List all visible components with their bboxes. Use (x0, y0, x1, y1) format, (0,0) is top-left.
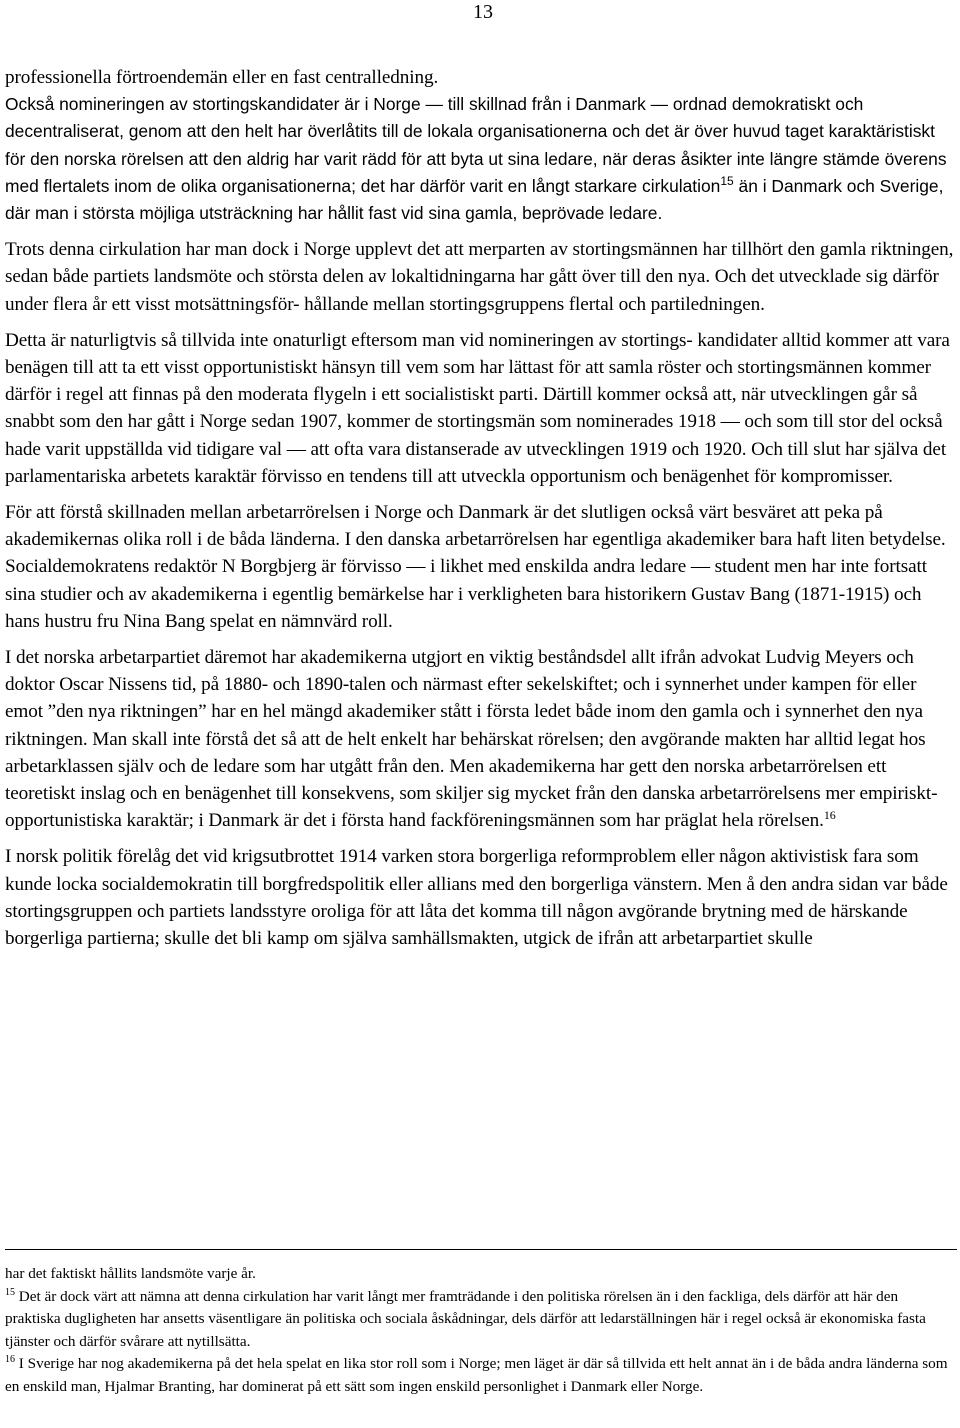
footnote-15 (5, 1286, 957, 1354)
paragraph-text: än i Danmark och Sverige, där man i största möjliga utsträckning har hållit fast vid sina gamla, beprövade ledare. (5, 175, 944, 224)
footnote-number: 15 (5, 1286, 15, 1298)
footnote-continued: har det faktiskt hållits landsmöte varje år. (5, 1265, 256, 1282)
paragraph-nomination (5, 91, 957, 227)
footnote-text: I Sverige har nog akademikerna på det hela spelat en lika stor roll som i Norge; men läget är där så tillvida ett helt annat än i de båda andra länderna som en enskild man, Hjalmar Branting, har dominerat på ett sätt som ingen enskild personlighet i Danmark eller Norge. (5, 1355, 948, 1395)
paragraph-circulation: Trots denna cirkulation har man dock i Norge upplevt det att merparten av stortingsmännen har tillhört den gamla riktningen, sedan både partiets landsmöte och största delen av lokaltidningarna har gått över till den nya. Och det utvecklade sig därför under flera år ett visst motsättningsför- hållande mellan stortingsgruppens flertal och partiledningen. (5, 239, 954, 315)
footnote-divider (5, 1249, 957, 1250)
paragraph-text: I det norska arbetarpartiet däremot har akademikerna utgjort en viktig beståndsdel allt ifrån advokat Ludvig Meyers och doktor Oscar Nissens tid, på 1880- och 1890-talen och närmast efter sekelskiftet; och i synnerhet under kampen för eller emot ”den nya riktningen” har en hel mängd akademiker stått i första ledet både inom den gamla och i synnerhet den nya riktningen. Man skall inte förstå det så att de helt enkelt har behärskat rörelsen; den avgörande makten har alltid legat hos arbetarklassen själv och de ledare som har utgått från den. Men akademikerna har gett den norska arbetarrörelsen ett teoretiskt inslag och en benägenhet till konsekvens, som skiljer sig mycket från den danska arbetarrörelsens mer empiriskt- opportunistiska karaktär; i Danmark är det i första hand fackföreningsmännen som har präglat hela rörelsen. (5, 647, 938, 832)
footnote-number: 16 (5, 1354, 15, 1365)
paragraph-norwegian-politics: I norsk politik förelåg det vid krigsutbrottet 1914 varken stora borgerliga reformproblem eller någon aktivistisk fara som kunde locka socialdemokratin till borgfredspolitik eller allians med den borgerliga vänstern. Men å den andra sidan var både stortingsgruppen och partiets landsstyre oroliga för att låta det komma till någon avgörande brytning med de härskande borgerliga partierna; skulle det bli kamp om själva samhällsmakten, utgick de ifrån att arbetarpartiet skulle (5, 846, 948, 950)
paragraph-academics-denmark: För att förstå skillnaden mellan arbetarrörelsen i Norge och Danmark är det slutligen också värt besväret att peka på akademikernas olika roll i de båda länderna. I den danska arbetarrörelsen har egentliga akademiker bara haft liten betydelse. Socialdemokratens redaktör N Borgbjerg är förvisso — i likhet med enskilda andra ledare — student men har inte fortsatt sina studier och av akademikerna i egentlig bemärkelse har i verkligheten bara historikern Gustav Bang (1871-1915) och hans hustru fru Nina Bang spelat en nämnvärd roll. (5, 502, 946, 632)
body-text (5, 64, 957, 961)
paragraph-academics-norway (5, 644, 957, 834)
footnote-ref-15: 15 (720, 173, 734, 188)
page-number: 13 (473, 1, 493, 23)
paragraph-nomination-opportunism: Detta är naturligtvis så tillvida inte onaturligt eftersom man vid nomineringen av stortings- kandidater alltid kommer att vara benägen till att ta ett visst opportunistiskt hänsyn till vem som har lättast för att samla röster och stortingsmännen kommer därför i regel att finnas på den moderata flygeln i ett socialistiskt parti. Därtill kommer också att, när utvecklingen går så snabbt som den har gått i Norge sedan 1907, kommer de stortingsmän som nominerades 1918 — och som till stor del också hade varit uppställda vid tidigare val — att ofta vara distanserade av utvecklingen 1919 och 1920. Och till slut har själva det parlamentariska arbetets karaktär förvisso en tendens till att utveckla opportunism och benägenhet för kompromisser. (5, 329, 950, 487)
footnote-text: Det är dock värt att nämna att denna cirkulation har varit långt mer framträdande i den politiska rörelsen än i den fackliga, dels därför att här den praktiska dugligheten har ansetts väsentligare än politiska och sociala åskådningar, dels därför att ledarställningen här i regel också är ekonomiska fasta tjänster och därför svårare att nytillsätta. (5, 1287, 926, 1350)
footnotes (5, 1263, 957, 1398)
footnote-ref-16: 16 (823, 808, 836, 823)
paragraph-continued: professionella förtroendemän eller en fast centralledning. (5, 67, 439, 88)
paragraph-text: Också nomineringen av stortingskandidater är i Norge — till skillnad från i Danmark — ordnad demokratiskt och decentraliserat, genom att den helt har överlåtits till de lokala organisationerna och det är över huvud taget karaktäristiskt för den norska rörelsen att den aldrig har varit rädd för att byta ut sina ledare, när deras åsikter inte längre stämde överens med flertalets inom de olika organisationerna; det har därför varit en långt starkare cirkulation (5, 94, 947, 196)
footnote-16 (5, 1353, 957, 1398)
